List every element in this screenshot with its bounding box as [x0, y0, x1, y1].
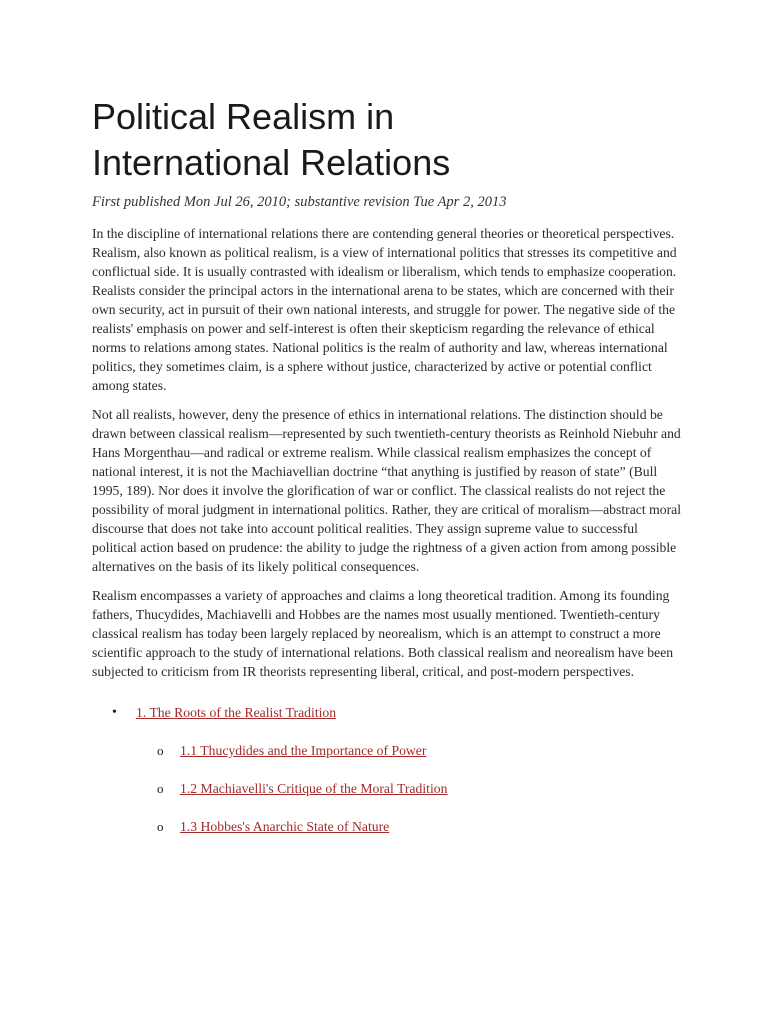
paragraph-2: Not all realists, however, deny the presence of ethics in international relations. The distinction should be drawn between classical realism—represented by such twentieth-century theorists as Reinhold Niebuhr and Hans Morgenthau—and radical or extreme realism. While classical realism emphasizes the concept of national interest, it is not the Machiavellian doctrine “that anything is justified by reason of state” (Bull 1995, 189). Nor does it involve the glorification of war or conflict. The classical realists do not reject the possibility of moral judgment in international politics. Rather, they are critical of moralism—abstract moral discourse that does not take into account political realities. They assign supreme value to successful political action based on prudence: the ability to judge the rightness of a given action from among possible alternatives on the basis of its likely political consequences.: [92, 407, 682, 574]
paragraph-1: In the discipline of international relations there are contending general theories or theoretical perspectives. Realism, also known as political realism, is a view of international politics that stresses its competitive and conflictual side. It is usually contrasted with idealism or liberalism, which tends to emphasize cooperation. Realists consider the principal actors in the international arena to be states, which are concerned with their own security, act in pursuit of their own national interests, and struggle for power. The negative side of the realists' emphasis on power and self-interest is often their skepticism regarding the relevance of ethical norms to relations among states. National politics is the realm of authority and law, whereas international politics, they sometimes claim, is a sphere without justice, characterized by active or potential conflict among states.: [92, 226, 677, 393]
title-line-1: Political Realism in: [92, 96, 395, 137]
toc-subitem-1-3: [92, 817, 682, 837]
circle-bullet-icon: o: [157, 781, 164, 796]
bullet-icon: •: [112, 705, 117, 720]
toc-sublist: [136, 741, 682, 837]
toc-item-1: [92, 703, 682, 837]
table-of-contents: [92, 703, 682, 837]
toc-link-roots[interactable]: 1. The Roots of the Realist Tradition: [136, 705, 337, 720]
article: [92, 0, 682, 837]
circle-bullet-icon: o: [157, 743, 164, 758]
circle-bullet-icon: o: [157, 819, 164, 834]
toc-link-machiavelli[interactable]: 1.2 Machiavelli's Critique of the Moral Tradition: [180, 781, 448, 796]
toc-subitem-1-2: [92, 779, 682, 799]
paragraph-3: Realism encompasses a variety of approaches and claims a long theoretical tradition. Among its founding fathers, Thucydides, Machiavelli and Hobbes are the names most usually mentioned. Twentieth-century classical realism has today been largely replaced by neorealism, which is an attempt to construct a more scientific approach to the study of international relations. Both classical realism and neorealism have been subjected to criticism from IR theorists representing liberal, critical, and post-modern perspectives.: [92, 588, 674, 679]
page-title: [92, 0, 682, 186]
title-line-2: International Relations: [92, 142, 451, 183]
publication-info: First published Mon Jul 26, 2010; substantive revision Tue Apr 2, 2013: [92, 194, 507, 210]
toc-link-thucydides[interactable]: 1.1 Thucydides and the Importance of Power: [180, 743, 427, 758]
toc-subitem-1-1: [92, 741, 682, 761]
toc-link-hobbes[interactable]: 1.3 Hobbes's Anarchic State of Nature: [180, 819, 390, 834]
